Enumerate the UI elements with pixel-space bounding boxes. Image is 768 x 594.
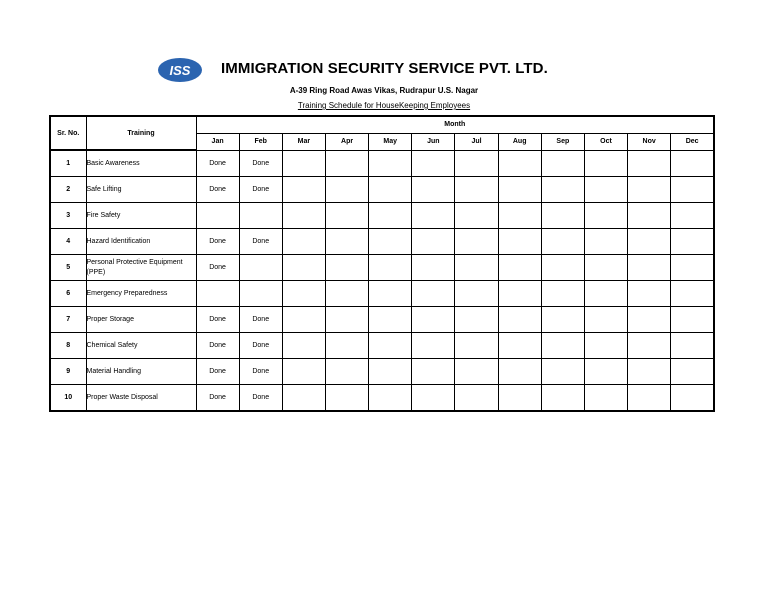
status-cell xyxy=(455,281,498,307)
status-cell xyxy=(628,359,671,385)
status-cell xyxy=(628,229,671,255)
table-row xyxy=(50,203,714,229)
status-cell: Done xyxy=(196,359,239,385)
status-cell xyxy=(369,229,412,255)
training-cell: Proper Waste Disposal xyxy=(86,385,196,412)
table-row xyxy=(50,359,714,385)
training-cell: Basic Awareness xyxy=(86,150,196,177)
status-cell xyxy=(584,307,627,333)
status-cell xyxy=(455,385,498,412)
sr-no-cell: 2 xyxy=(50,177,86,203)
table-row xyxy=(50,255,714,281)
status-cell xyxy=(369,150,412,177)
status-cell xyxy=(498,177,541,203)
status-cell xyxy=(412,359,455,385)
iss-logo-mark xyxy=(157,57,203,83)
status-cell xyxy=(671,307,714,333)
status-cell xyxy=(541,333,584,359)
status-cell xyxy=(196,203,239,229)
status-cell xyxy=(239,255,282,281)
status-cell xyxy=(282,177,325,203)
month-feb: Feb xyxy=(239,133,282,150)
status-cell: Done xyxy=(239,307,282,333)
sr-no-cell: 4 xyxy=(50,229,86,255)
table-body xyxy=(50,150,714,411)
iss-logo xyxy=(157,57,203,83)
status-cell xyxy=(671,281,714,307)
status-cell xyxy=(282,255,325,281)
status-cell: Done xyxy=(239,229,282,255)
status-cell xyxy=(498,307,541,333)
status-cell xyxy=(282,150,325,177)
status-cell xyxy=(498,281,541,307)
training-cell: Chemical Safety xyxy=(86,333,196,359)
status-cell xyxy=(541,255,584,281)
status-cell xyxy=(412,281,455,307)
status-cell xyxy=(455,333,498,359)
table-row xyxy=(50,333,714,359)
table-row xyxy=(50,229,714,255)
status-cell xyxy=(584,385,627,412)
status-cell xyxy=(455,203,498,229)
status-cell: Done xyxy=(239,333,282,359)
status-cell xyxy=(282,203,325,229)
status-cell xyxy=(584,150,627,177)
month-nov: Nov xyxy=(628,133,671,150)
status-cell xyxy=(239,281,282,307)
status-cell xyxy=(498,229,541,255)
status-cell: Done xyxy=(239,177,282,203)
training-cell: Proper Storage xyxy=(86,307,196,333)
status-cell xyxy=(671,359,714,385)
status-cell xyxy=(325,150,368,177)
status-cell xyxy=(412,333,455,359)
status-cell xyxy=(282,281,325,307)
month-aug: Aug xyxy=(498,133,541,150)
status-cell xyxy=(412,229,455,255)
status-cell xyxy=(412,307,455,333)
table-row xyxy=(50,281,714,307)
sr-no-cell: 8 xyxy=(50,333,86,359)
status-cell xyxy=(282,359,325,385)
status-cell xyxy=(498,203,541,229)
status-cell xyxy=(584,333,627,359)
table-row xyxy=(50,177,714,203)
sr-no-cell: 10 xyxy=(50,385,86,412)
status-cell: Done xyxy=(196,255,239,281)
status-cell xyxy=(584,177,627,203)
status-cell xyxy=(325,385,368,412)
status-cell xyxy=(369,307,412,333)
status-cell xyxy=(455,229,498,255)
status-cell xyxy=(671,255,714,281)
status-cell xyxy=(584,281,627,307)
status-cell xyxy=(325,359,368,385)
status-cell xyxy=(628,177,671,203)
sr-no-header: Sr. No. xyxy=(50,116,86,150)
schedule-title: Training Schedule for HouseKeeping Employees xyxy=(297,101,471,110)
training-cell: Emergency Preparedness xyxy=(86,281,196,307)
sr-no-cell: 9 xyxy=(50,359,86,385)
status-cell xyxy=(628,255,671,281)
training-cell: Hazard Identification xyxy=(86,229,196,255)
status-cell xyxy=(671,333,714,359)
status-cell xyxy=(541,385,584,412)
month-header: Month xyxy=(196,116,714,133)
status-cell xyxy=(369,385,412,412)
status-cell xyxy=(282,229,325,255)
sr-no-cell: 3 xyxy=(50,203,86,229)
status-cell xyxy=(584,203,627,229)
status-cell xyxy=(369,333,412,359)
status-cell xyxy=(325,229,368,255)
month-may: May xyxy=(369,133,412,150)
status-cell: Done xyxy=(196,333,239,359)
status-cell xyxy=(196,281,239,307)
sr-no-cell: 1 xyxy=(50,150,86,177)
status-cell xyxy=(541,177,584,203)
status-cell xyxy=(325,307,368,333)
training-cell: Personal Protective Equipment (PPE) xyxy=(86,255,196,281)
status-cell xyxy=(498,255,541,281)
month-apr: Apr xyxy=(325,133,368,150)
logo-text: ISS xyxy=(169,63,191,78)
month-mar: Mar xyxy=(282,133,325,150)
status-cell: Done xyxy=(196,229,239,255)
training-schedule-table xyxy=(49,115,715,412)
status-cell xyxy=(369,177,412,203)
status-cell xyxy=(628,333,671,359)
status-cell xyxy=(628,281,671,307)
month-jun: Jun xyxy=(412,133,455,150)
status-cell xyxy=(541,150,584,177)
status-cell: Done xyxy=(196,385,239,412)
status-cell xyxy=(628,150,671,177)
status-cell xyxy=(455,150,498,177)
status-cell xyxy=(369,203,412,229)
sr-no-cell: 5 xyxy=(50,255,86,281)
month-dec: Dec xyxy=(671,133,714,150)
status-cell xyxy=(282,385,325,412)
training-cell: Safe Lifting xyxy=(86,177,196,203)
status-cell xyxy=(584,255,627,281)
status-cell: Done xyxy=(196,307,239,333)
sr-no-cell: 6 xyxy=(50,281,86,307)
status-cell xyxy=(628,307,671,333)
status-cell xyxy=(282,307,325,333)
status-cell xyxy=(541,281,584,307)
status-cell xyxy=(412,203,455,229)
table-row xyxy=(50,385,714,412)
status-cell xyxy=(455,177,498,203)
status-cell: Done xyxy=(196,150,239,177)
status-cell xyxy=(671,203,714,229)
sr-no-cell: 7 xyxy=(50,307,86,333)
status-cell xyxy=(541,307,584,333)
status-cell xyxy=(498,333,541,359)
status-cell xyxy=(541,203,584,229)
status-cell xyxy=(412,150,455,177)
table-row xyxy=(50,307,714,333)
status-cell xyxy=(671,229,714,255)
status-cell xyxy=(541,359,584,385)
company-name: IMMIGRATION SECURITY SERVICE PVT. LTD. xyxy=(221,60,548,77)
status-cell xyxy=(412,255,455,281)
status-cell xyxy=(412,385,455,412)
status-cell xyxy=(671,150,714,177)
status-cell xyxy=(412,177,455,203)
training-header: Training xyxy=(86,116,196,150)
month-sep: Sep xyxy=(541,133,584,150)
status-cell: Done xyxy=(239,385,282,412)
status-cell xyxy=(369,281,412,307)
status-cell xyxy=(584,229,627,255)
status-cell xyxy=(282,333,325,359)
status-cell xyxy=(325,281,368,307)
status-cell: Done xyxy=(239,359,282,385)
status-cell xyxy=(325,255,368,281)
table-row xyxy=(50,150,714,177)
status-cell xyxy=(325,333,368,359)
status-cell xyxy=(498,385,541,412)
training-cell: Fire Safety xyxy=(86,203,196,229)
status-cell xyxy=(628,385,671,412)
status-cell xyxy=(455,255,498,281)
status-cell xyxy=(584,359,627,385)
company-address: A-39 Ring Road Awas Vikas, Rudrapur U.S. Nagar xyxy=(289,86,479,95)
status-cell xyxy=(671,177,714,203)
status-cell xyxy=(369,255,412,281)
month-jul: Jul xyxy=(455,133,498,150)
status-cell xyxy=(541,229,584,255)
status-cell xyxy=(498,359,541,385)
status-cell xyxy=(369,359,412,385)
status-cell xyxy=(455,307,498,333)
training-cell: Material Handling xyxy=(86,359,196,385)
status-cell: Done xyxy=(196,177,239,203)
status-cell xyxy=(239,203,282,229)
status-cell xyxy=(498,150,541,177)
status-cell: Done xyxy=(239,150,282,177)
status-cell xyxy=(325,203,368,229)
month-jan: Jan xyxy=(196,133,239,150)
month-oct: Oct xyxy=(584,133,627,150)
status-cell xyxy=(671,385,714,412)
status-cell xyxy=(455,359,498,385)
status-cell xyxy=(325,177,368,203)
status-cell xyxy=(628,203,671,229)
